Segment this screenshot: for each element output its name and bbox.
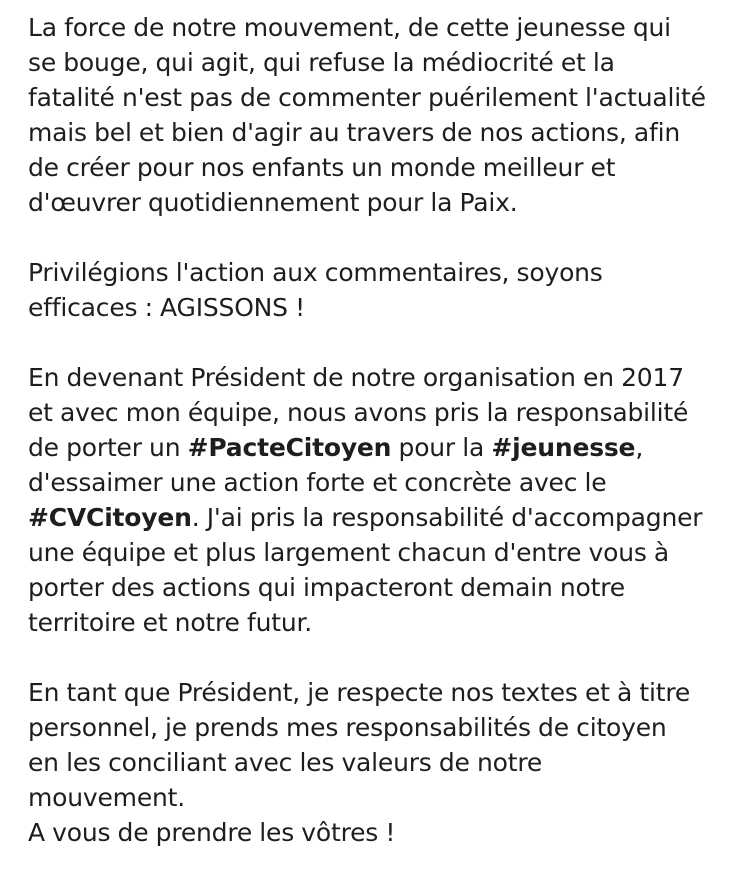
hashtag-cvcitoyen[interactable]: #CVCitoyen: [28, 503, 192, 532]
paragraph-1: [28, 10, 740, 220]
text-line: Privilégions l'action aux commentaires, soyons: [28, 258, 603, 287]
text-line: fatalité n'est pas de commenter puérilement l'actualité: [28, 83, 706, 112]
paragraph-2: [28, 255, 740, 325]
paragraph-3: [28, 360, 740, 640]
text-line: mouvement.: [28, 783, 185, 812]
text-line: personnel, je prends mes responsabilités de citoyen: [28, 713, 667, 742]
text-line: En devenant Président de notre organisation en 2017: [28, 363, 684, 392]
paragraph-4: [28, 675, 740, 850]
hashtag-pactecitoyen[interactable]: #PacteCitoyen: [187, 433, 392, 462]
text-line: En tant que Président, je respecte nos textes et à titre: [28, 678, 691, 707]
text-segment: . J'ai pris la responsabilité d'accompagner: [191, 503, 703, 532]
text-line: efficaces : AGISSONS !: [28, 293, 305, 322]
text-line: territoire et notre futur.: [28, 608, 312, 637]
text-line: d'œuvrer quotidiennement pour la Paix.: [28, 188, 518, 217]
text-line: d'essaimer une action forte et concrète avec le: [28, 468, 607, 497]
text-line: porter des actions qui impacteront demain notre: [28, 573, 625, 602]
text-line-with-hashtag: [28, 500, 740, 535]
text-segment: pour la: [391, 433, 492, 462]
text-line: et avec mon équipe, nous avons pris la responsabilité: [28, 398, 689, 427]
post-body: [28, 10, 740, 850]
hashtag-jeunesse[interactable]: #jeunesse: [491, 433, 636, 462]
text-segment: de porter un: [28, 433, 188, 462]
text-line: A vous de prendre les vôtres !: [28, 818, 396, 847]
text-line: en les conciliant avec les valeurs de notre: [28, 748, 543, 777]
text-line: La force de notre mouvement, de cette jeunesse qui: [28, 13, 671, 42]
text-segment: ,: [635, 433, 644, 462]
text-line: mais bel et bien d'agir au travers de nos actions, afin: [28, 118, 680, 147]
text-line: de créer pour nos enfants un monde meilleur et: [28, 153, 616, 182]
text-line-with-hashtags: [28, 430, 740, 465]
text-line: se bouge, qui agit, qui refuse la médiocrité et la: [28, 48, 615, 77]
text-line: une équipe et plus largement chacun d'entre vous à: [28, 538, 670, 567]
